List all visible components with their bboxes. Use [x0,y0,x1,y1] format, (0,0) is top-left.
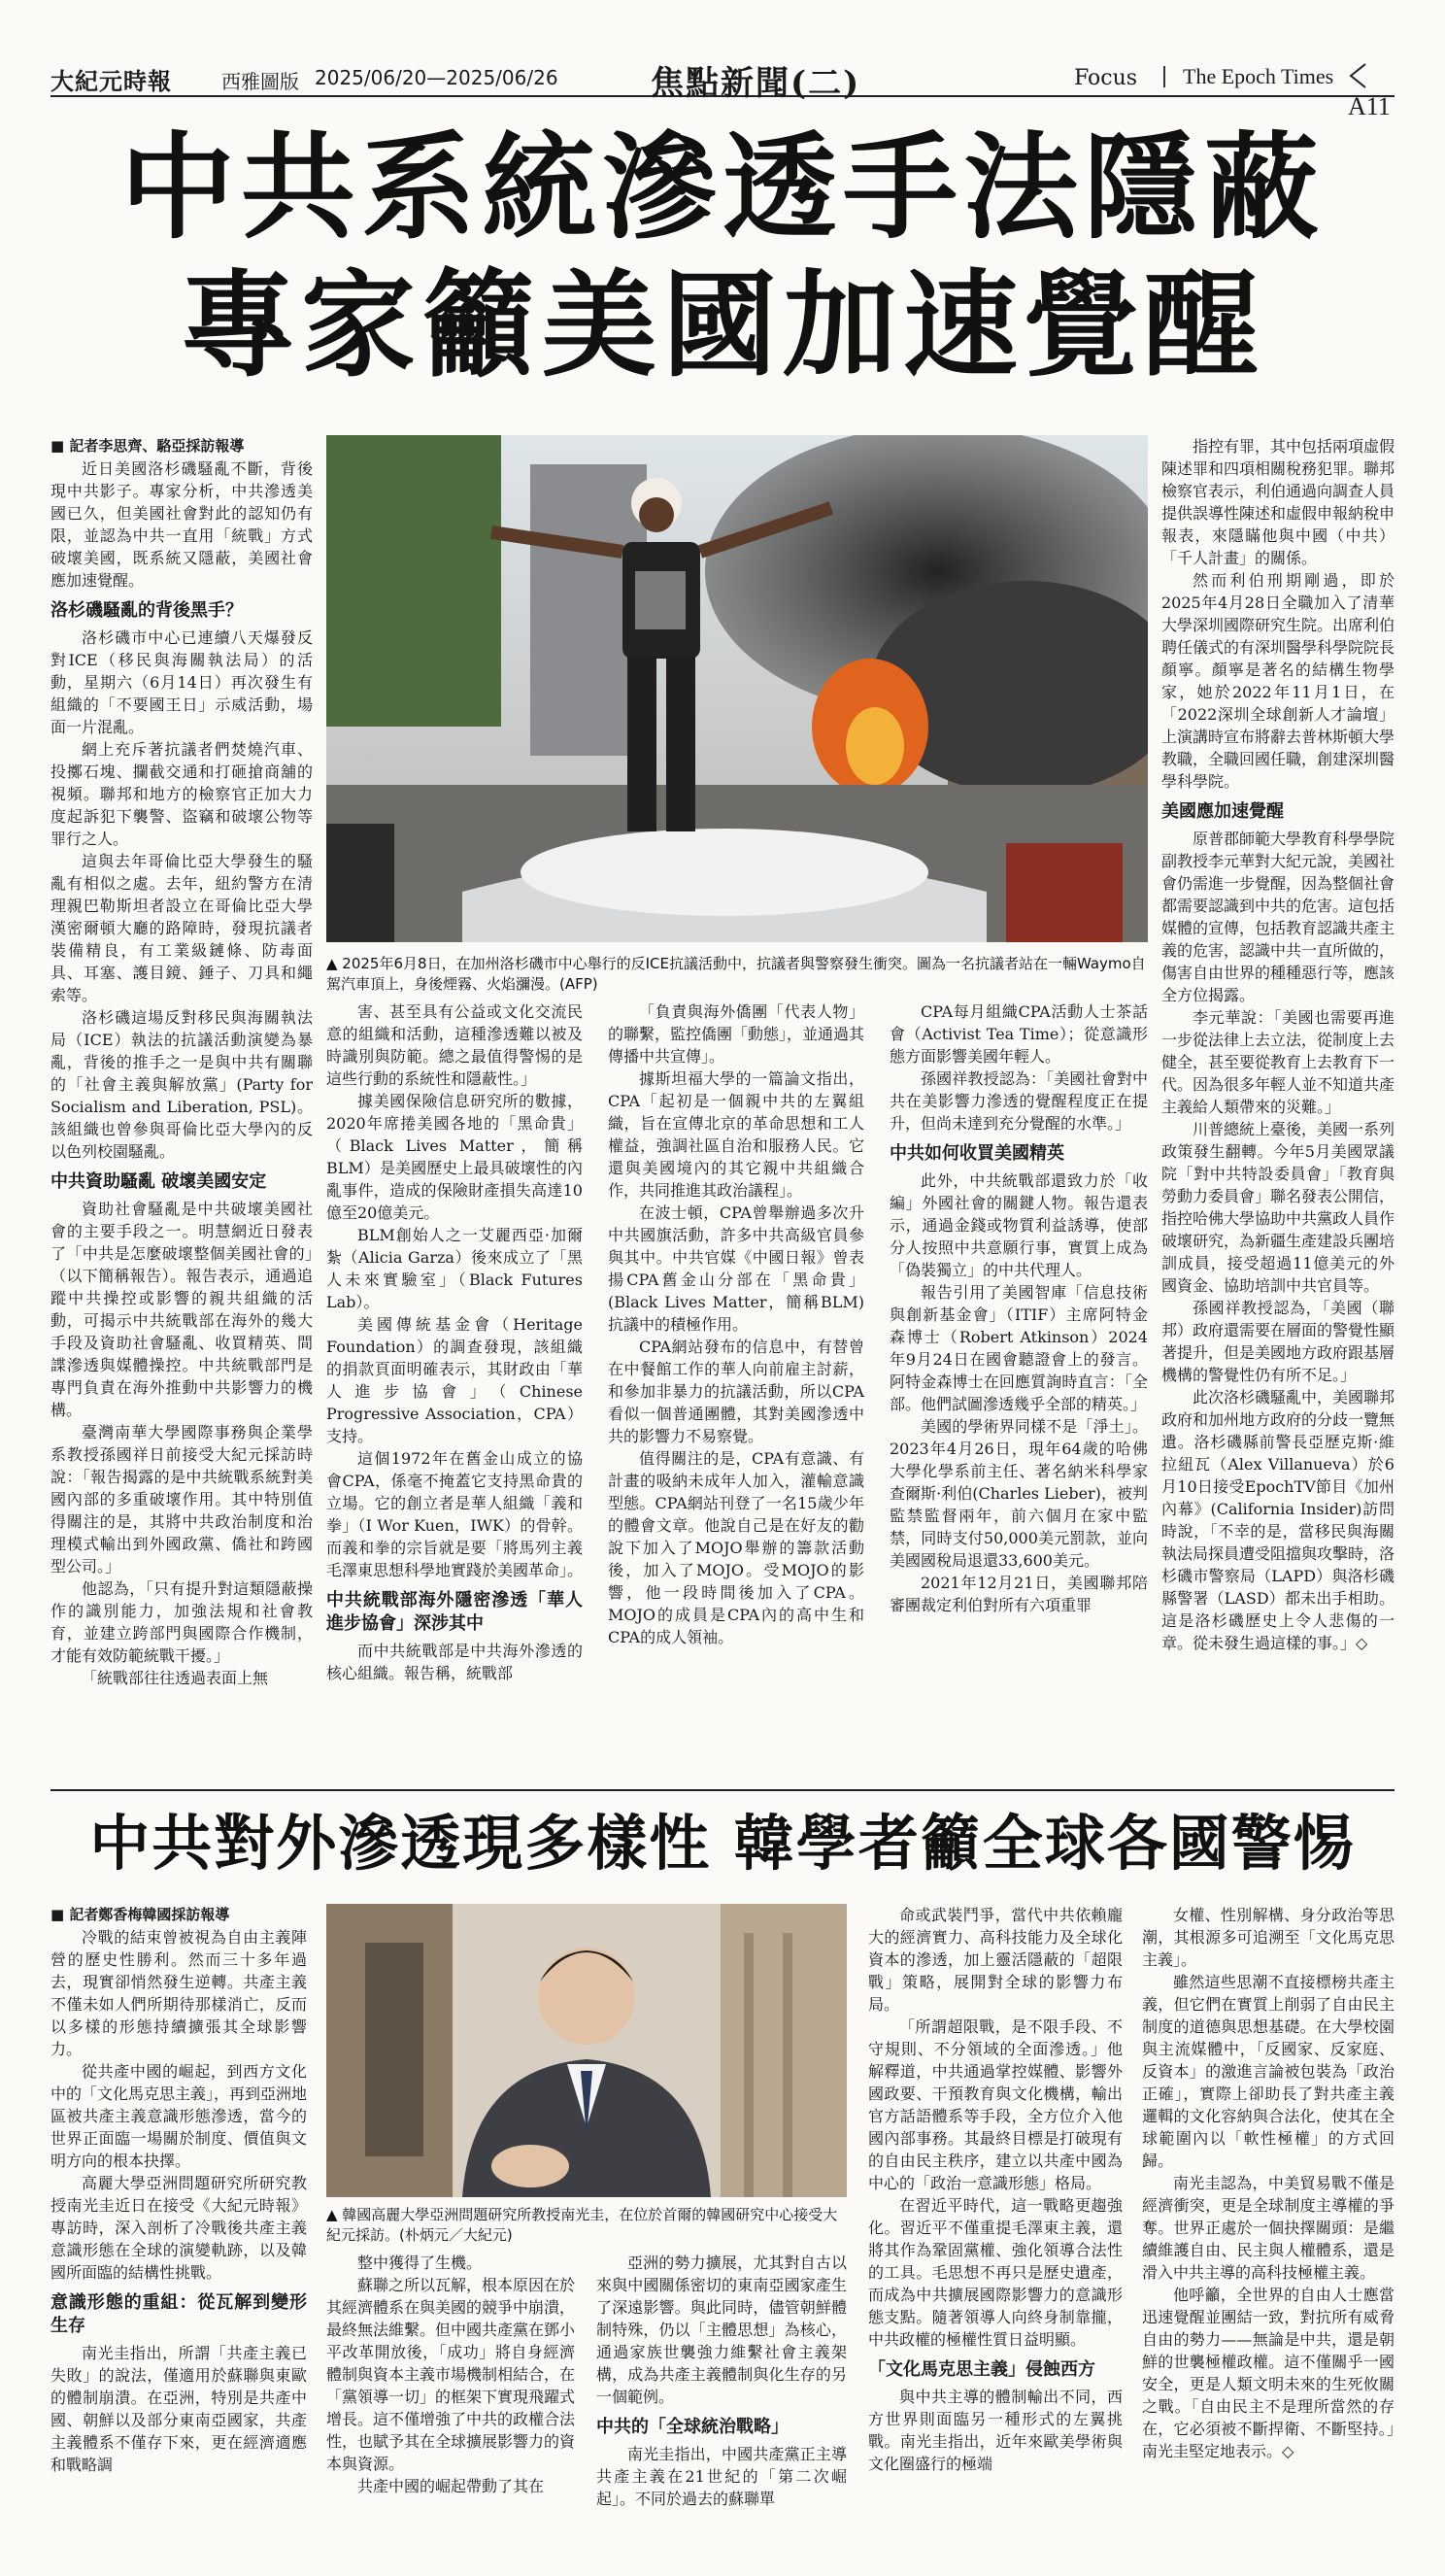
paragraph: 命或武裝鬥爭，當代中共依賴龐大的經濟實力、高科技能力及全球化資本的滲透，加上靈活隱蔽的「超限戰」策略，展開對全球的影響力布局。 [868,1906,1123,2014]
paragraph: 然而利伯刑期剛過，即於2025年4月28日全職加入了清華大學深圳國際研究生院。出席利伯聘任儀式的有深圳醫學科學院院長顏寧。顏寧是著名的結構生物學家，她於2022年11月1日，在「2022深圳全球創新人才論壇」上演講時宣布將辭去普林斯頓大學教職，全職回國任職，創建深圳醫學科學院。 [1161,571,1395,791]
paragraph: 資助社會騷亂是中共破壞美國社會的主要手段之一。明慧網近日發表了「中共是怎麼破壞整個美國社會的」（以下簡稱報告）。報告表示，通過追蹤中共操控或影響的親共組織的活動，可揭示中共統戰部在海外的幾大手段及資助社會騷亂、收買精英、間諜滲透與媒體操控。中共統戰部門是專門負責在海外推動中共影響力的機構。 [50,1200,313,1419]
page-header [50,56,1395,120]
article1-byline: ■ 記者李思齊、駱亞採訪報導 [50,437,245,455]
subheading: 美國應加速覺醒 [1161,801,1284,822]
protest-photo-caption: ▲ 2025年6月8日，在加州洛杉磯市中心舉行的反ICE抗議活動中，抗議者與警察發生衝突。圖為一名抗議者站在一輛Waymo自駕汽車頂上，身後煙霧、火焰瀰漫。(AFP) [326,955,1146,993]
paragraph: 高麗大學亞洲問題研究所研究教授南光圭近日在接受《大紀元時報》專訪時，深入剖析了冷戰後共產主義意識形態在全球的演變軌跡，以及韓國所面臨的結構性挑戰。 [50,2174,307,2282]
paragraph: 網上充斥著抗議者們焚燒汽車、投擲石塊、攔截交通和打砸搶商舖的視頻。聯邦和地方的檢察官正加大力度起訴犯下襲警、盜竊和破壞公物等罪行之人。 [50,740,313,848]
section-title: 焦點新聞(二) [651,64,861,103]
paragraph: 亞洲的勢力擴展，尤其對自古以來與中國關係密切的東南亞國家產生了深遠影響。與此同時，儘管朝鮮體制特殊，仍以「主體思想」為核心，通過家族世襲強力維繫社會主義架構，成為共產主義體制與化生存的另一個範例。 [596,2254,847,2406]
article2-byline: ■ 記者鄭香梅韓國採訪報導 [50,1906,230,1923]
interview-photo-caption: ▲ 韓國高麗大學亞洲問題研究所教授南光圭，在位於首爾的韓國研究中心接受大紀元採訪。(朴炳元／大紀元) [326,2206,838,2244]
article1-column-2 [326,1000,583,1768]
subheading: 意識形態的重組：從瓦解到變形生存 [50,2292,307,2336]
paragraph: 共產中國的崛起帶動了其在 [357,2477,545,2495]
paragraph: 李元華說：「美國也需要再進一步從法律上去立法，從制度上去健全，甚至要從教育上去教育下一代。因為很多年輕人並不知道共產主義給人類帶來的災難。」 [1161,1008,1395,1116]
edition-dates: 2025/06/20—2025/06/26 [315,66,558,89]
edition-label: 西雅圖版 [221,70,299,93]
paragraph: 這個1972年在舊金山成立的協會CPA，係毫不掩蓋它支持黑命貴的立場。它的創立者是華人組織「義和拳」（I Wor Kuen，IWK）的骨幹。而義和拳的宗旨就是要「將馬列主義毛澤東思想科學地實踐於美國革命」。 [326,1449,583,1579]
masthead: 大紀元時報 [50,67,172,95]
paragraph: 從共產中國的崛起，到西方文化中的「文化馬克思主義」，再到亞洲地區被共產主義意識形態滲透，當今的世界正面臨一場關於制度、價值與文明方向的根本抉擇。 [50,2062,307,2170]
article2-headline: 中共對外滲透現多樣性 韓學者籲全球各國警惕 [89,1808,1356,1879]
subheading: 中共如何收買美國精英 [890,1143,1064,1164]
article2-column-1 [50,1904,307,2570]
article2-column-2 [326,2252,575,2570]
paragraph: 在習近平時代，這一戰略更趨強化。習近平不僅重提毛澤東主義，還將其作為鞏固黨權、強化領導合法性的工具。毛思想不再只是歷史遺產，而成為中共擴展國際影響力的意識形態支點。隨著領導人向終身制靠攏，中共政權的極權性質日益明顯。 [868,2196,1123,2349]
paragraph: 與中共主導的體制輸出不同，西方世界則面臨另一種形式的左翼挑戰。南光圭指出，近年來歐美學術與文化圈盛行的極端 [868,2388,1123,2473]
headline-line-2: 專家籲美國加速覺醒 [180,258,1264,392]
paragraph: 「統戰部往往透過表面上無 [82,1669,269,1687]
paragraph: 整中獲得了生機。 [357,2254,483,2272]
paragraph: 報告引用了美國智庫「信息技術與創新基金會」（ITIF）主席阿特金森博士（Robert Atkinson）2024年9月24日在國會聽證會上的發言。阿特金森博士在回應質詢時直言：「全部。他們試圖滲透幾乎全部的精英。」 [890,1283,1148,1413]
paragraph: 據斯坦福大學的一篇論文指出，CPA「起初是一個親中共的左翼組織，旨在宣傳北京的革命思想和工人權益，強調社區自治和服務人民。它還與美國境內的其它親中共組織合作，共同推進其政治議程」。 [608,1069,864,1200]
paragraph: 而中共統戰部是中共海外滲透的核心組織。報告稱，統戰部 [326,1642,583,1682]
paragraph: BLM創始人之一艾麗西亞·加爾紮（Alicia Garza）後來成立了「黑人未來實驗室」（Black Futures Lab）。 [326,1226,583,1311]
subheading: 「文化馬克思主義」侵蝕西方 [868,2359,1095,2380]
paragraph: 「所謂超限戰，是不限手段、不守規則、不分領域的全面滲透。」他解釋道，中共通過掌控媒體、影響外國政要、干預教育與文化機構，輸出官方話語體系等手段，全方位介入他國內部事務。其最終目標是打破現有的自由民主秩序，建立以共產中國為中心的「政治一意識形態」格局。 [868,2017,1123,2192]
paragraph: 此次洛杉磯騷亂中，美國聯邦政府和加州地方政府的分歧一覽無遺。洛杉磯縣前警長亞歷克斯·維拉紐瓦（Alex Villanueva）於6月10日接受EpochTV節目《加州內幕》(California Insider)訪問時說，「不幸的是，當移民與海關執法局探員遭受阻擋與攻擊時，洛杉磯市警察局（LAPD）與洛杉磯縣警署（LASD）都未出手相助。這是洛杉磯歷史上令人悲傷的一章。從未發生過這樣的事。」◇ [1161,1388,1395,1652]
paragraph: 這與去年哥倫比亞大學發生的騷亂有相似之處。去年，紐約警方在清理親巴勒斯坦者設立在哥倫比亞大學漢密爾頓大廳的路障時，發現抗議者裝備精良，有工業級鏈條、防毒面具、耳塞、護目鏡、錘子、刀具和繩索等。 [50,852,313,1004]
paragraph: 南光圭認為，中美貿易戰不僅是經濟衝突，更是全球制度主導權的爭奪。世界正處於一個抉擇關頭：是繼續維護自由、民主與人權體系，還是滑入中共主導的高科技極權主義。 [1142,2174,1395,2282]
page-number-text: A11 [1348,92,1391,120]
paragraph: 美國傳統基金會（Heritage Foundation）的調查發現，該組織的捐款頁面明確表示，其財政由「華人進步協會」（Chinese Progressive Association，CPA）支持。 [326,1315,583,1445]
subheading: 中共資助騷亂 破壞美國安定 [50,1171,267,1192]
headline-line-1: 中共系統滲透手法隱蔽 [119,120,1325,254]
paragraph: CPA每月組織CPA活動人士茶話會（Activist Tea Time）；從意識形態方面影響美國年輕人。 [890,1002,1148,1066]
paragraph: 美國的學術界同樣不是「淨土」。2023年4月26日，現年64歲的哈佛大學化學系前主任、著名納米科學家查爾斯·利伯(Charles Lieber)，被判監禁監督兩年，前六個月在家中監禁，同時支付50,000美元罰款，並向美國國稅局退還33,600美元。 [890,1417,1148,1570]
paragraph: 他呼籲，全世界的自由人士應當迅速覺醒並團結一致，對抗所有威脅自由的勢力——無論是中共，還是朝鮮的世襲極權政權。這不僅關乎一國安全，更是人類文明未來的生死攸關之戰。「自由民主不是理所當然的存在，它必須被不斷捍衛、不斷堅持。」南光圭堅定地表示。◇ [1142,2286,1395,2460]
article2-column-4 [868,1904,1123,2570]
paragraph: 近日美國洛杉磯騷亂不斷，背後現中共影子。專家分析，中共滲透美國已久，但美國社會對此的認知仍有限，並認為中共一直用「統戰」方式破壞美國，既系統又隱蔽，美國社會應加速覺醒。 [50,459,313,590]
paragraph: 孫國祥教授認為：「美國社會對中共在美影響力滲透的覺醒程度正在提升，但尚未達到充分覺醒的水準。」 [890,1069,1148,1133]
paragraph: 在波士頓，CPA曾舉辦過多次升中共國旗活動，許多中共高級官員參與其中。中共官媒《中國日報》曾表揚CPA舊金山分部在「黑命貴」(Black Lives Matter，簡稱BLM)抗議中的積極作用。 [608,1203,864,1334]
paragraph: 蘇聯之所以瓦解，根本原因在於其經濟體系在與美國的競爭中崩潰，最終無法維繫。但中國共產黨在鄧小平改革開放後，「成功」將自身經濟體制與資本主義市場機制相結合，在「黨領導一切」的框架下實現飛躍式增長。這不僅增強了中共的政權合法性，也賦予其在全球擴展影響力的資本與資源。 [326,2276,575,2473]
paragraph: 南光圭指出，所謂「共產主義已失敗」的說法，僅適用於蘇聯與東歐的體制崩潰。在亞洲，特別是共產中國、朝鮮以及部分東南亞國家，共產主義體系不僅存下來，更在經濟適應和戰略調 [50,2344,307,2474]
protester-on-car-image [326,435,1148,942]
paragraph: 原普郡師範大學教育科學學院副教授李元華對大紀元說，美國社會仍需進一步覺醒，因為整個社會都需要認識到中共的危害。這包括媒體的宣傳，包括教育認識共產主義的危害，認識中共一直所做的，傷害自由世界的種種惡行等，應該全方位揭露。 [1161,830,1395,1004]
paragraph: 冷戰的結束曾被視為自由主義陣營的歷史性勝利。然而三十多年過去，現實卻悄然發生逆轉。共產主義不僅未如人們所期待那樣消亡，反而以多樣的形態持續擴張其全球影響力。 [50,1928,307,2058]
paragraph: 川普總統上臺後，美國一系列政策發生翻轉。今年5月美國眾議院「對中共特設委員會」「教育與勞動力委員會」聯名發表公開信，指控哈佛大學協助中共黨政人員作破壞研究，為新疆生產建設兵團培訓成員，接受超過11億美元的外國資金、協助培訓中共官員等。 [1161,1120,1395,1295]
paragraph: 臺灣南華大學國際事務與企業學系教授孫國祥日前接受大紀元採訪時說：「報告揭露的是中共統戰系統對美國內部的多重破壞作用。其中特別值得關注的是，其將中共政治制度和治理模式輸出到外國政黨、僑社和跨國型公司。」 [50,1423,313,1576]
article1-column-3 [608,1000,864,1768]
page-number [1348,62,1395,121]
paragraph: 洛杉磯這場反對移民與海關執法局（ICE）執法的抗議活動演變為暴亂，背後的推手之一是與中共有關聯的「社會主義與解放黨」(Party for Socialism and Liberation, PSL)。該組織也曾參與哥倫比亞大學內的反以色列校園騷亂。 [50,1008,313,1161]
header-divider [1163,66,1165,87]
paragraph: 雖然這些思潮不直接標榜共產主義，但它們在實質上削弱了自由民主制度的道德與思想基礎。在大學校園與主流媒體中，「反國家、反家庭、反資本」的激進言論被包裝為「政治正確」，實際上卻助長了對共產主義邏輯的文化容納與合法化，使其在全球範圍內以「軟性極權」的方式回歸。 [1142,1973,1395,2170]
paragraph: 此外，中共統戰部還致力於「收編」外國社會的關鍵人物。報告還表示，通過金錢或物質利益誘導，使部分人按照中共意願行事，實質上成為「偽裝獨立」的中共代理人。 [890,1171,1148,1279]
article1-column-4 [890,1000,1148,1768]
paragraph: CPA網站發布的信息中，有替曾在中餐館工作的華人向前雇主討薪，和參加非暴力的抗議活動，所以CPA看似一個普通團體，其對美國滲透中共的影響力不易察覺。 [608,1338,864,1445]
paragraph: 孫國祥教授認為，「美國（聯邦）政府還需要在層面的警覺性顯著提升，但是美國地方政府跟基層機構的警覺性仍有所不足。」 [1161,1299,1395,1384]
article1-column-5 [1161,435,1395,1768]
chevron-left-icon [1348,62,1367,89]
interview-photo [326,1904,847,2197]
protest-photo [326,435,1148,942]
epoch-times-logo: The Epoch Times [1183,64,1334,88]
paragraph: 害、甚至具有公益或文化交流民意的組織和活動，這種滲透難以被及時識別與防範。總之最值得警惕的是這些行動的系統性和隱蔽性。」 [326,1002,583,1088]
article2-column-5 [1142,1904,1395,2570]
paragraph: 2021年12月21日，美國聯邦陪審團裁定利伯對所有六項重罪 [890,1574,1148,1614]
focus-label: Focus [1074,66,1138,90]
interviewee-portrait-image [326,1904,847,2197]
paragraph: 指控有罪，其中包括兩項虛假陳述罪和四項相關稅務犯罪。聯邦檢察官表示，利伯通過向調查人員提供誤導性陳述和虛假申報納稅申報表，來隱瞞他與中國（中共）「千人計畫」的關係。 [1161,437,1395,567]
article-divider [50,1789,1395,1791]
paragraph: 值得關注的是，CPA有意識、有計畫的吸納未成年人加入，灌輸意識型態。CPA網站刊登了一名15歲少年的體會文章。他說自己是在好友的勸說下加入了MOJO舉辦的籌款活動後，加入了MOJO。受MOJO的影響，他一段時間後加入了CPA。MOJO的成員是CPA內的高中生和CPA的成人領袖。 [608,1449,864,1646]
subheading: 中共統戰部海外隱密滲透「華人進步協會」深涉其中 [326,1590,583,1634]
paragraph: 女權、性別解構、身分政治等思潮，其根源多可追溯至「文化馬克思主義」。 [1142,1906,1395,1969]
article1-column-1 [50,435,313,1766]
paragraph: 據美國保險信息研究所的數據，2020年席捲美國各地的「黑命貴」（Black Lives Matter，簡稱BLM）是美國歷史上最具破壞性的內亂事件，造成的保險財產損失高達10億至20億美元。 [326,1092,583,1222]
subheading: 洛杉磯騷亂的背後黑手？ [50,600,243,621]
subheading: 中共的「全球統治戰略」 [596,2417,789,2437]
paragraph: 「負責與海外僑團「代表人物」的聯繫，監控僑團「動態」，並通過其傳播中共宣傳」。 [608,1002,864,1066]
paragraph: 洛杉磯市中心已連續八天爆發反對ICE（移民與海關執法局）的活動，星期六（6月14日）再次發生有組織的「不要國王日」示威活動，場面一片混亂。 [50,628,313,736]
paragraph: 他認為，「只有提升對這類隱蔽操作的識別能力，加強法規和社會教育，並建立跨部門與國際合作機制，才能有效防範統戰干擾。」 [50,1579,313,1665]
paragraph: 南光圭指出，中國共產黨正主導共產主義在21世紀的「第二次崛起」。不同於過去的蘇聯單 [596,2445,847,2508]
article2-column-3 [596,2252,847,2570]
